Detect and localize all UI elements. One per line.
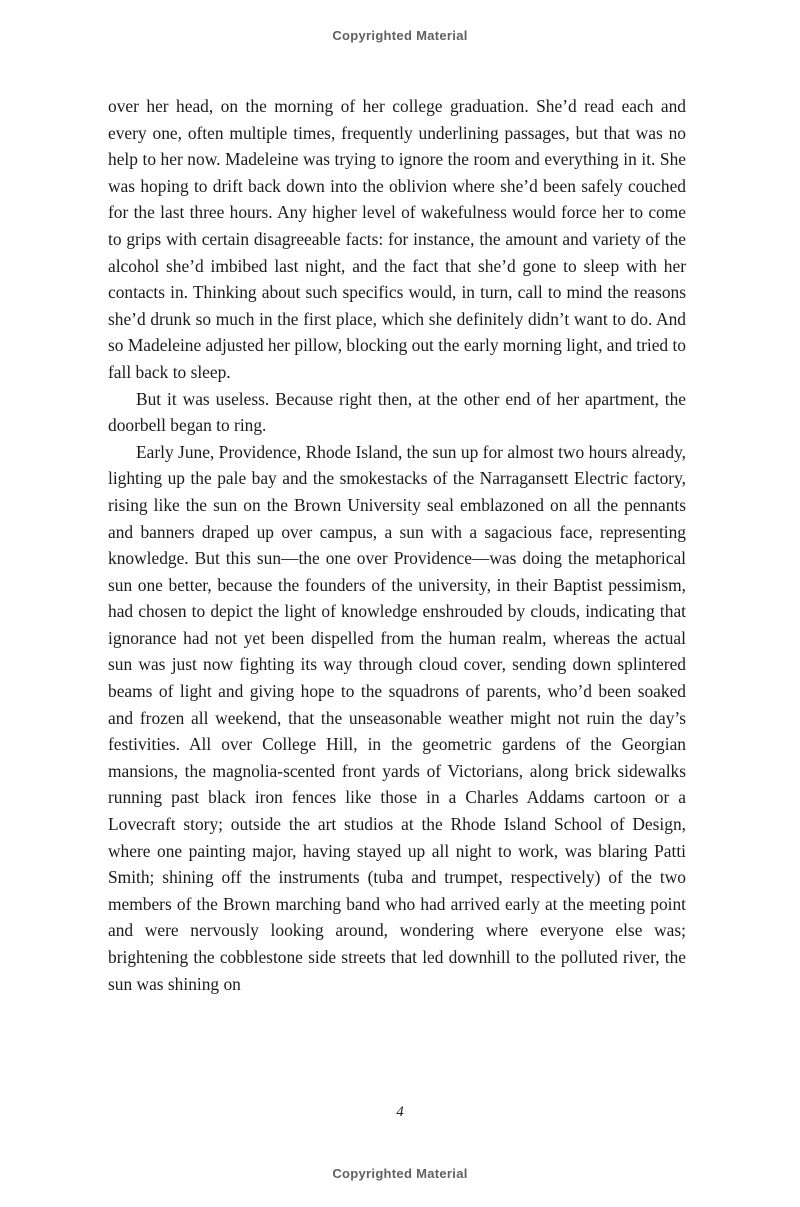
paragraph-continuation: over her head, on the morning of her college graduation. She’d read each and every one, often multiple times, frequently underlining passages, but that was no help to her now. Madeleine was trying to ignore the room and everything in it. She was hoping to drift back down into the oblivion where she’d been safely couched for the last three hours. Any higher level of wakefulness would force her to come to grips with certain disagreeable facts: for instance, the amount and variety of the alcohol she’d imbibed last night, and the fact that she’d gone to sleep with her contacts in. Thinking about such specifics would, in turn, call to mind the reasons she’d drunk so much in the first place, which she definitely didn’t want to do. And so Madeleine adjusted her pillow, blocking out the early morning light, and tried to fall back to sleep. <box>108 96 686 382</box>
page-text-block <box>108 93 686 997</box>
paragraph-providence: Early June, Providence, Rhode Island, the sun up for almost two hours already, lighting up the pale bay and the smokestacks of the Narragansett Electric factory, rising like the sun on the Brown University seal emblazoned on all the pennants and banners draped up over campus, a sun with a sagacious face, representing knowledge. But this sun—the one over Providence—was doing the metaphorical sun one better, because the founders of the university, in their Baptist pessimism, had chosen to depict the light of knowledge enshrouded by clouds, indicating that ignorance had not yet been dispelled from the human realm, whereas the actual sun was just now fighting its way through cloud cover, sending down splintered beams of light and giving hope to the squadrons of parents, who’d been soaked and frozen all weekend, that the unseasonable weather might not ruin the day’s festivities. All over College Hill, in the geometric gardens of the Georgian mansions, the magnolia-scented front yards of Victorians, along brick sidewalks running past black iron fences like those in a Charles Addams cartoon or a Lovecraft story; outside the art studios at the Rhode Island School of Design, where one painting major, having stayed up all night to work, was blaring Patti Smith; shining off the instruments (tuba and trumpet, respectively) of the two members of the Brown marching band who had arrived early at the meeting point and were nervously looking around, wondering where everyone else was; brightening the cobblestone side streets that led downhill to the polluted river, the sun was shining on <box>108 441 686 994</box>
page-number: 4 <box>396 1104 404 1120</box>
copyright-notice-bottom: Copyrighted Material <box>332 1166 468 1181</box>
paragraph-doorbell: But it was useless. Because right then, at the other end of her apartment, the doorbell began to ring. <box>108 388 686 436</box>
copyright-notice-top: Copyrighted Material <box>332 28 468 43</box>
